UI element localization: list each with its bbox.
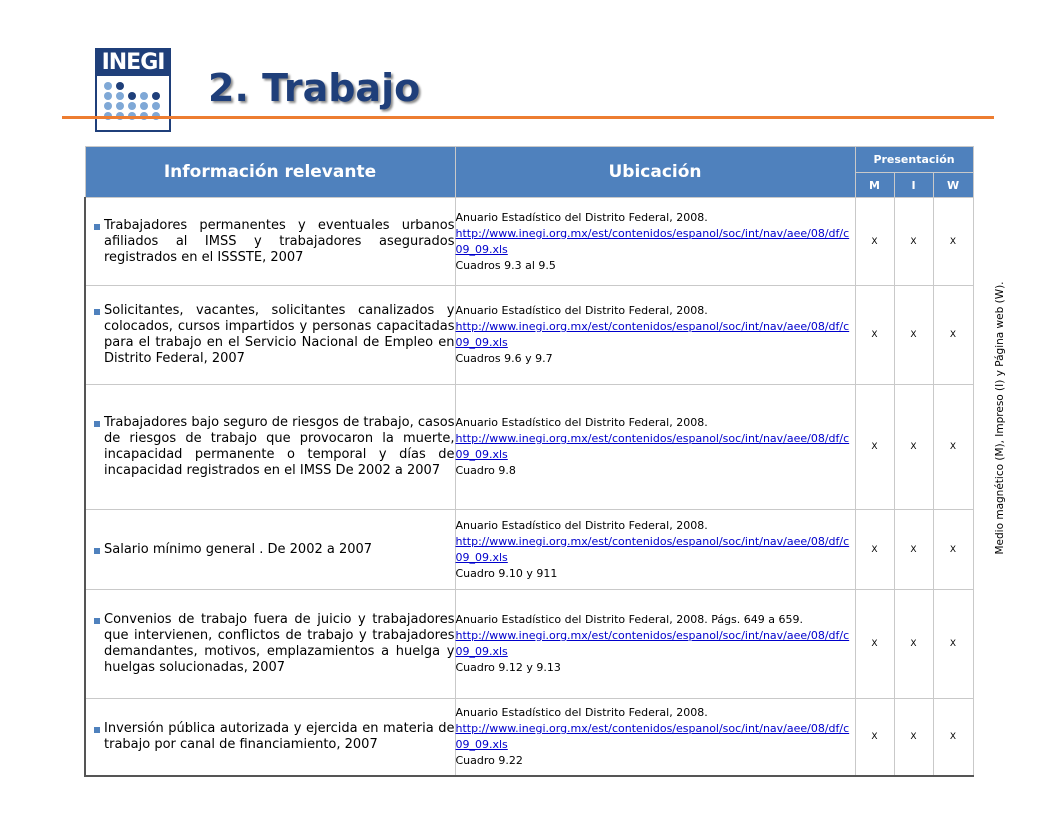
table-row <box>85 590 973 699</box>
info-text: Trabajadores permanentes y eventuales urbanos afiliados al IMSS y trabajadores asegurados registrados en el ISSSTE, 2007 <box>104 217 455 265</box>
info-cell <box>85 590 455 699</box>
cuadros-text: Cuadro 9.12 y 9.13 <box>455 661 561 674</box>
presentation-i: X <box>894 385 933 510</box>
source-text: Anuario Estadístico del Distrito Federal, 2008. <box>455 210 708 224</box>
source-text: Anuario Estadístico del Distrito Federal, 2008. <box>455 518 708 532</box>
cuadros-text: Cuadro 9.22 <box>455 753 523 767</box>
cuadros-text: Cuadros 9.6 y 9.7 <box>455 352 553 365</box>
source-link[interactable]: http://www.inegi.org.mx/est/contenidos/espanol/soc/int/nav/aee/08/df/c09_09.xls <box>455 226 850 256</box>
source-text: Anuario Estadístico del Distrito Federal, 2008. <box>455 304 708 317</box>
presentation-w: X <box>933 699 973 776</box>
info-text: Trabajadores bajo seguro de riesgos de trabajo, casos de riesgos de trabajo que provocaron la muerte, incapacidad permanente o temporal y días de incapacidad registrados en el IMSS De 2002 a 2007 <box>104 415 455 478</box>
location-cell <box>455 198 855 286</box>
source-link[interactable]: http://www.inegi.org.mx/est/contenidos/espanol/soc/int/nav/aee/08/df/c09_09.xls <box>455 721 850 751</box>
header-rule <box>62 116 994 119</box>
presentation-i: X <box>894 590 933 699</box>
source-link[interactable]: http://www.inegi.org.mx/est/contenidos/espanol/soc/int/nav/aee/08/df/c09_09.xls <box>455 320 850 349</box>
location-cell <box>455 510 855 590</box>
presentation-w: X <box>933 590 973 699</box>
source-text: Anuario Estadístico del Distrito Federal, 2008. Págs. 649 a 659. <box>455 613 804 626</box>
table-row <box>85 385 973 510</box>
header-i: I <box>894 173 933 198</box>
presentation-i: X <box>894 198 933 286</box>
info-text: Convenios de trabajo fuera de juicio y trabajadores que intervienen, conflictos de trabajo y trabajadores demandantes, motivos, emplazamientos a huelga y huelgas solucionadas, 2007 <box>104 612 455 675</box>
location-cell <box>455 286 855 385</box>
bullet-icon <box>94 548 100 554</box>
info-cell <box>85 198 455 286</box>
page-title: 2. Trabajo <box>208 66 421 110</box>
presentation-m: X <box>855 510 894 590</box>
location-cell <box>455 590 855 699</box>
bullet-icon <box>94 618 100 624</box>
presentation-m: X <box>855 198 894 286</box>
header-info: Información relevante <box>85 147 455 198</box>
side-legend <box>993 262 1007 574</box>
cuadros-text: Cuadros 9.3 al 9.5 <box>455 258 556 272</box>
inegi-logo <box>95 48 171 132</box>
info-text: Salario mínimo general . De 2002 a 2007 <box>104 541 373 557</box>
table-row <box>85 699 973 776</box>
table-row <box>85 286 973 385</box>
presentation-w: X <box>933 286 973 385</box>
header-w: W <box>933 173 973 198</box>
presentation-m: X <box>855 286 894 385</box>
side-legend-text: Medio magnético (M), Impreso (I) y Página web (W). <box>994 281 1006 555</box>
info-cell <box>85 286 455 385</box>
presentation-w: X <box>933 510 973 590</box>
info-cell <box>85 699 455 776</box>
info-table <box>84 146 974 777</box>
table-row <box>85 510 973 590</box>
presentation-m: X <box>855 590 894 699</box>
table-row <box>85 198 973 286</box>
location-cell <box>455 385 855 510</box>
presentation-w: X <box>933 385 973 510</box>
presentation-i: X <box>894 510 933 590</box>
presentation-m: X <box>855 385 894 510</box>
bullet-icon <box>94 224 100 230</box>
bullet-icon <box>94 727 100 733</box>
source-link[interactable]: http://www.inegi.org.mx/est/contenidos/espanol/soc/int/nav/aee/08/df/c09_09.xls <box>455 432 850 461</box>
bullet-icon <box>94 421 100 427</box>
source-link[interactable]: http://www.inegi.org.mx/est/contenidos/espanol/soc/int/nav/aee/08/df/c09_09.xls <box>455 534 850 564</box>
info-text: Inversión pública autorizada y ejercida en materia de trabajo por canal de financiamiento, 2007 <box>104 720 455 752</box>
header-presentacion: Presentación <box>855 147 973 173</box>
header-ubicacion: Ubicación <box>455 147 855 198</box>
source-text: Anuario Estadístico del Distrito Federal, 2008. <box>455 416 708 429</box>
presentation-i: X <box>894 286 933 385</box>
source-link[interactable]: http://www.inegi.org.mx/est/contenidos/espanol/soc/int/nav/aee/08/df/c09_09.xls <box>455 629 850 658</box>
presentation-w: X <box>933 198 973 286</box>
bullet-icon <box>94 309 100 315</box>
location-cell <box>455 699 855 776</box>
source-text: Anuario Estadístico del Distrito Federal, 2008. <box>455 705 708 719</box>
cuadros-text: Cuadro 9.8 <box>455 464 516 477</box>
logo-dots-graphic <box>102 80 162 126</box>
info-text: Solicitantes, vacantes, solicitantes canalizados y colocados, cursos impartidos y personas capacitadas para el trabajo en el Servicio Nacional de Empleo en Distrito Federal, 2007 <box>104 303 455 366</box>
info-cell <box>85 385 455 510</box>
presentation-m: X <box>855 699 894 776</box>
logo-text: INEGI <box>97 50 169 76</box>
presentation-i: X <box>894 699 933 776</box>
cuadros-text: Cuadro 9.10 y 911 <box>455 566 558 580</box>
header-m: M <box>855 173 894 198</box>
info-cell <box>85 510 455 590</box>
